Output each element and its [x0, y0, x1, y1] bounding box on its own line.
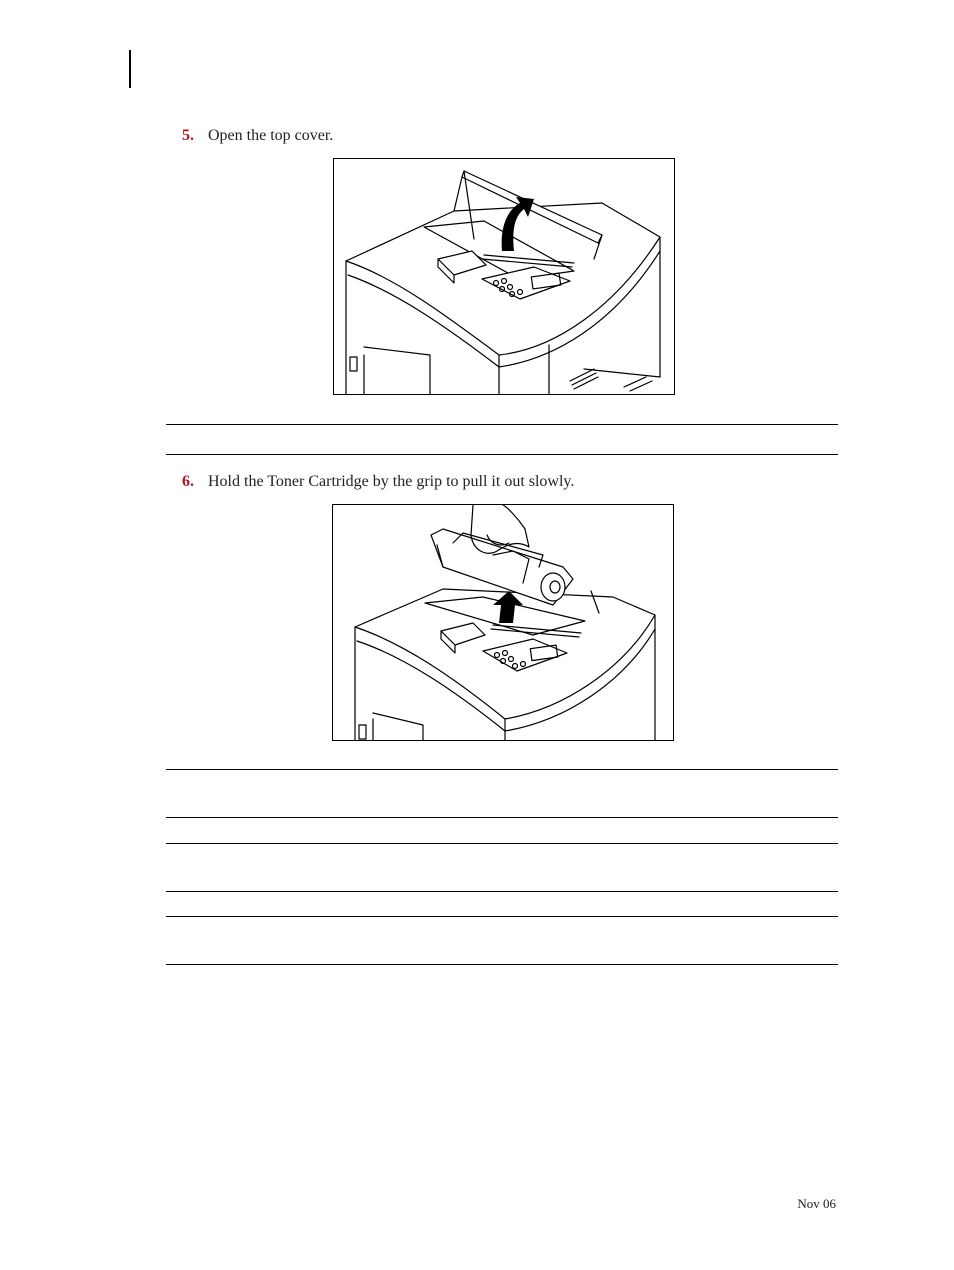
figure-remove-toner-cartridge	[332, 504, 674, 741]
divider	[166, 964, 838, 965]
step-number: 5.	[182, 127, 194, 144]
divider	[166, 424, 838, 425]
step-number: 6.	[182, 473, 194, 490]
up-arrow-icon	[493, 591, 523, 623]
divider	[166, 916, 838, 917]
divider	[166, 769, 838, 770]
divider	[166, 454, 838, 455]
step-text: Hold the Toner Cartridge by the grip to pull it out slowly.	[208, 473, 575, 490]
printer-open-cover-illustration	[334, 159, 674, 394]
divider	[166, 843, 838, 844]
step-5	[182, 126, 333, 146]
step-text: Open the top cover.	[208, 127, 334, 144]
up-arrow-icon	[502, 197, 534, 251]
printer-remove-cartridge-illustration	[333, 505, 673, 740]
divider	[166, 817, 838, 818]
step-6	[182, 472, 574, 492]
footer-date: Nov 06	[797, 1196, 836, 1211]
figure-open-top-cover	[333, 158, 675, 395]
divider	[166, 891, 838, 892]
change-bar	[129, 50, 131, 88]
